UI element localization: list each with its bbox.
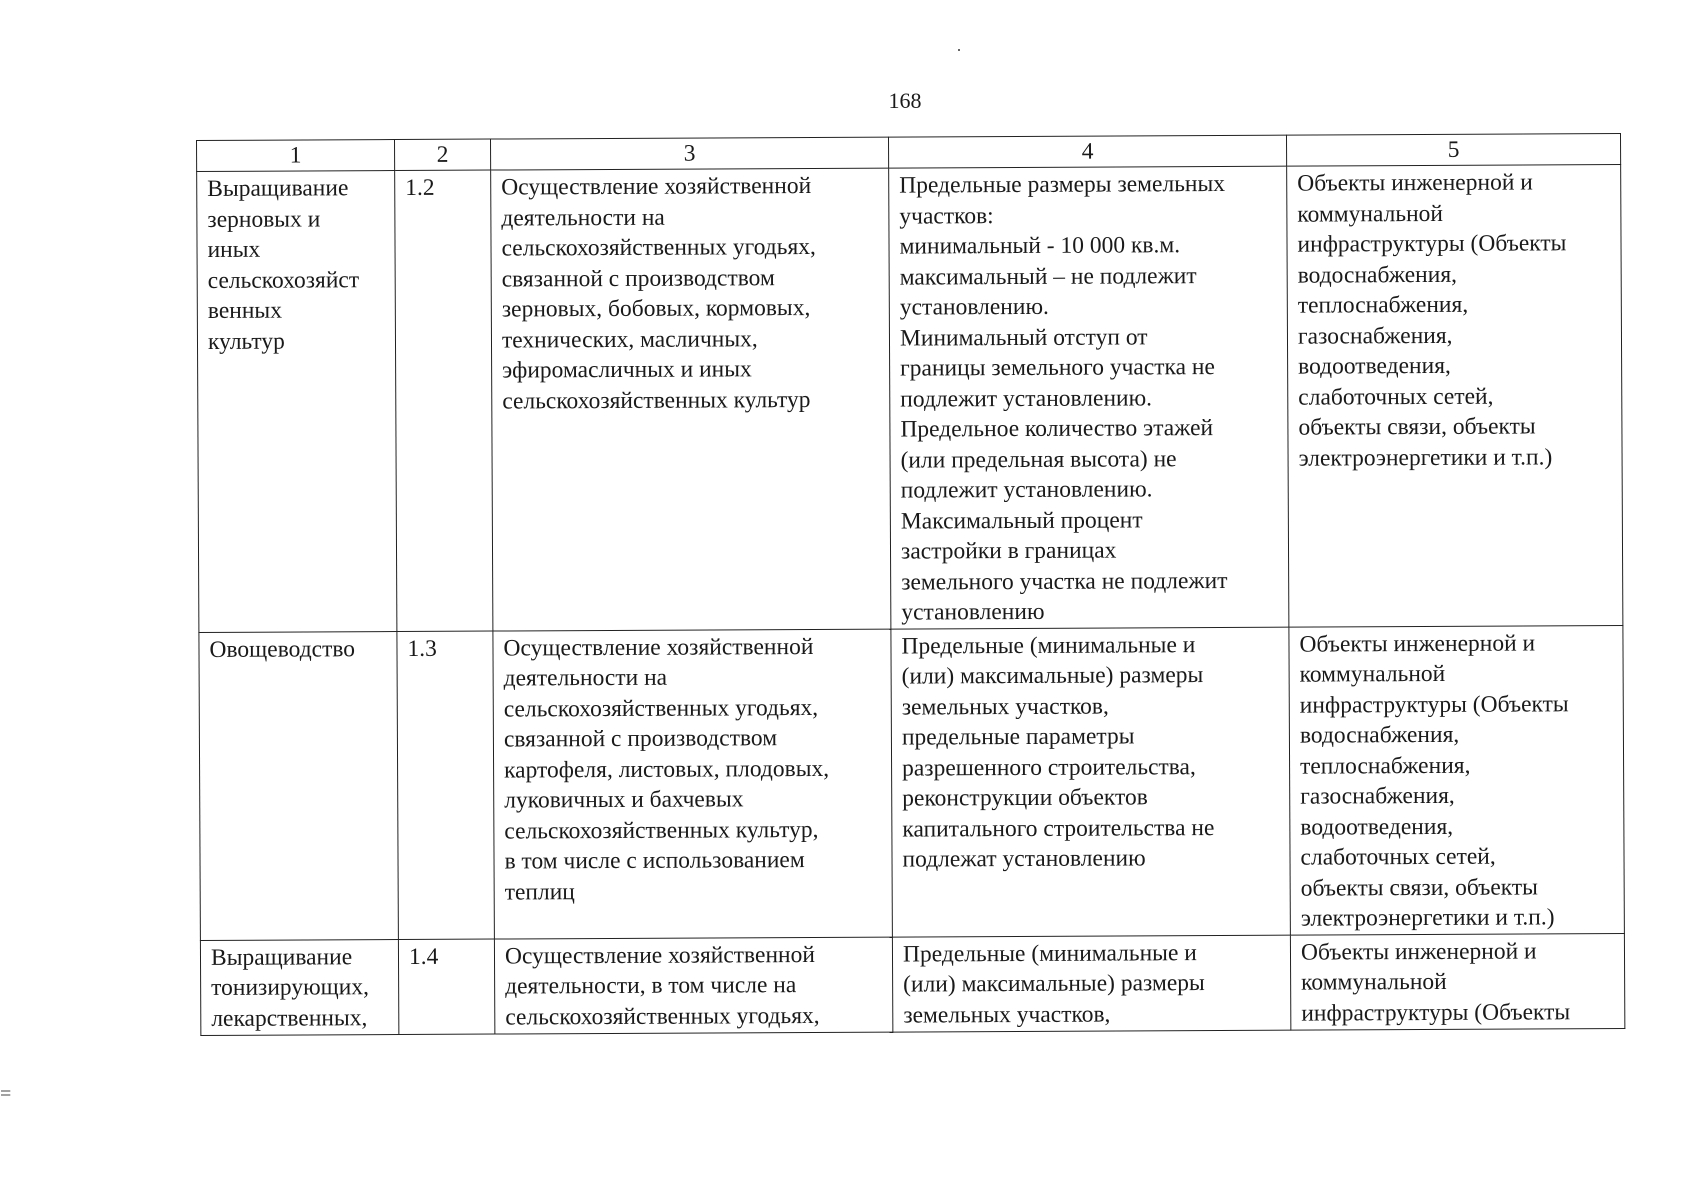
cell-facilities: Объекты инженерной и коммунальной инфраструктуры (Объекты водоснабжения, теплоснабжения, газоснабжения, водоотведения, слаботочных сетей, объекты связи, объекты электроэнергетики и т.п.): [1287, 165, 1623, 627]
header-col-3: 3: [490, 137, 888, 170]
cell-text: Предельные (минимальные и (или) максимальные) размеры земельных участков,: [902, 939, 1205, 1029]
cell-text: Выращивание тонизирующих, лекарственных,: [210, 943, 369, 1032]
cell-code: 1.2: [395, 170, 493, 631]
regulations-table: [196, 133, 1625, 1035]
cell-land-use-name: Выращивание зерновых и иных сельскохозяйст венных культур: [197, 171, 397, 632]
cell-text: Осуществление хозяйственной деятельности, в том числе на сельскохозяйственных угодьях,: [504, 941, 820, 1030]
cell-parameters: Предельные размеры земельных участков: минимальный - 10 000 кв.м. максимальный – не подлежит установлению. Минимальный отступ от границы земельного участка не подлежит установлению. Предельное количество этажей (или предельная высота) не подлежит установлению. Максимальный процент застройки в границах земельного участка не подлежит установлению: [889, 166, 1289, 628]
header-col-4: 4: [888, 135, 1286, 168]
page-number: 168: [888, 88, 922, 113]
table-row: [199, 625, 1624, 940]
cell-parameters: [892, 935, 1290, 1032]
cell-text: 1.4: [408, 943, 439, 970]
cell-land-use-name: [200, 939, 398, 1035]
cell-description: Осуществление хозяйственной деятельности на сельскохозяйственных угодьях, связанной с производством картофеля, листовых, плодовых, луковичных и бахчевых сельскохозяйственных культур, в том числе с использованием теплиц: [493, 629, 893, 939]
table-row: [197, 165, 1623, 632]
table-row: [200, 933, 1624, 1035]
header-col-1: 1: [197, 140, 395, 172]
cell-parameters: Предельные (минимальные и (или) максимальные) размеры земельных участков, предельные параметры разрешенного строительства, реконструкции объектов капитального строительства не подлежат установлению: [891, 627, 1291, 937]
cell-code: [398, 939, 494, 1034]
cell-description: [494, 937, 892, 1034]
cell-facilities: [1290, 933, 1624, 1030]
cell-land-use-name: Овощеводство: [199, 631, 399, 940]
header-col-5: 5: [1286, 134, 1620, 167]
cell-text: Объекты инженерной и коммунальной инфраструктуры (Объекты: [1300, 937, 1571, 1027]
header-col-2: 2: [395, 139, 491, 170]
cell-facilities: Объекты инженерной и коммунальной инфраструктуры (Объекты водоснабжения, теплоснабжения, газоснабжения, водоотведения, слаботочных сетей, объекты связи, объекты электроэнергетики и т.п.): [1289, 625, 1625, 935]
cell-code: 1.3: [397, 631, 495, 939]
margin-mark: =: [0, 1083, 12, 1105]
cell-description: Осуществление хозяйственной деятельности на сельскохозяйственных угодьях, связанной с производством зерновых, бобовых, кормовых, технических, масличных, эфиромасличных и иных сельскохозяйственных культур: [491, 168, 891, 630]
scan-speck: [958, 49, 960, 51]
